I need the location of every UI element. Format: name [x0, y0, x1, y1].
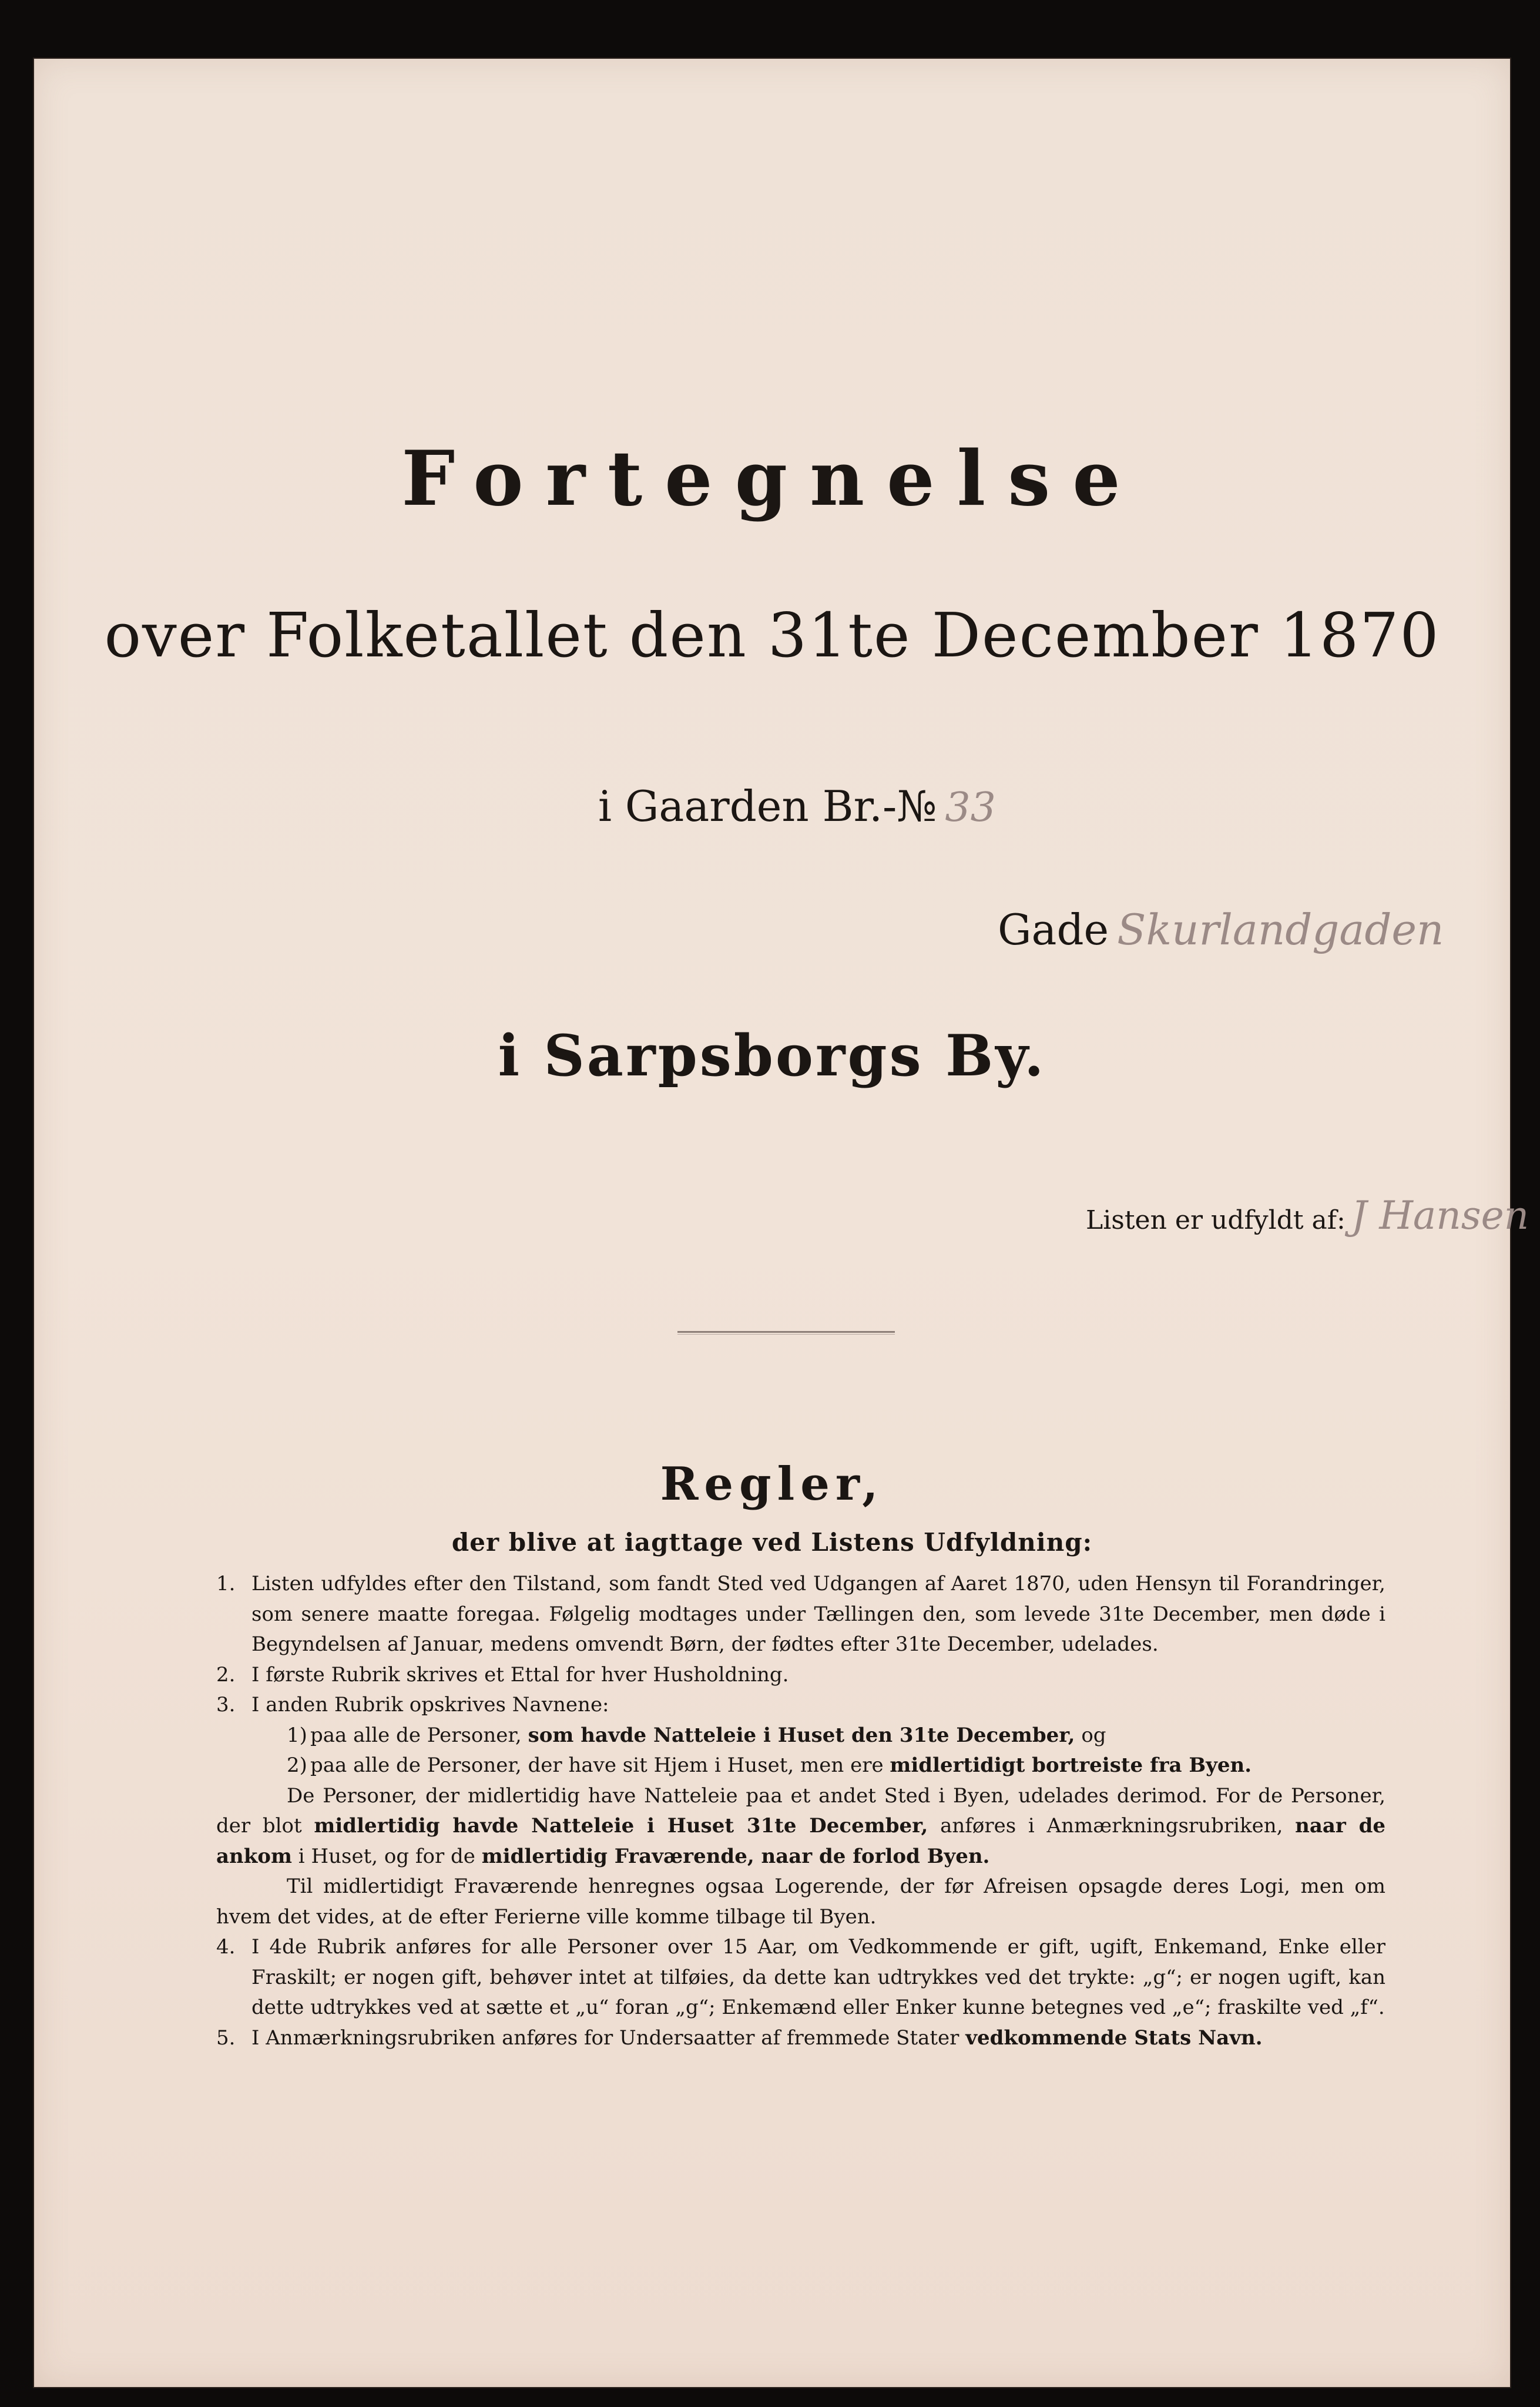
rule-3-item-1 — [216, 1721, 1385, 1751]
rule-number: 1. — [216, 1572, 236, 1595]
rule-5 — [216, 2023, 1385, 2054]
rule-3 — [216, 1690, 1385, 1721]
rules-list — [216, 1569, 1385, 2053]
rule-text: og — [1081, 1723, 1106, 1747]
rules-subtitle: der blive at iagttage ved Listens Udfyldning: — [451, 1528, 1093, 1557]
section-divider — [677, 1331, 895, 1335]
gade-label: Gade — [998, 905, 1109, 954]
filled-by-signature: J Hansen — [1351, 1193, 1529, 1238]
gaard-label: i Gaarden Br.-№ — [598, 782, 937, 831]
filled-by-label: Listen er udfyldt af: — [1086, 1205, 1346, 1235]
rule-text: De Personer, der midlertidig have Natteleie paa et andet Sted i Byen, udelades derimod. For de Personer, der blot — [216, 1784, 1385, 1838]
rule-emphasis: midlertidigt bortreiste fra Byen. — [890, 1754, 1252, 1777]
rules-title: Regler, — [660, 1457, 884, 1511]
rule-emphasis: midlertidig Fraværende, naar de forlod Byen. — [481, 1844, 990, 1868]
gade-field — [998, 905, 1444, 954]
census-form-sheet — [34, 59, 1529, 2387]
rule-emphasis: midlertidig havde Natteleie i Huset 31te December, — [314, 1814, 928, 1838]
rule-emphasis: vedkommende Stats Navn. — [965, 2026, 1263, 2050]
rule-3-item-2 — [216, 1751, 1385, 1781]
city-heading: i Sarpsborgs By. — [498, 1023, 1046, 1089]
gaard-field — [598, 782, 996, 831]
rule-3-paragraph-1 — [216, 1781, 1385, 1872]
rule-text: paa alle de Personer, der have sit Hjem i Huset, men ere — [310, 1754, 884, 1777]
form-subtitle: over Folketallet den 31te December 1870 — [104, 599, 1440, 671]
sub-number: 1) — [287, 1723, 307, 1747]
rule-4 — [216, 1932, 1385, 2023]
rule-text: I anden Rubrik opskrives Navnene: — [251, 1693, 609, 1717]
sub-number: 2) — [287, 1754, 307, 1777]
rule-text: i Huset, og for de — [298, 1844, 475, 1868]
rule-text: I første Rubrik skrives et Ettal for hver Husholdning. — [251, 1662, 789, 1687]
gaard-number-handwritten: 33 — [945, 785, 996, 831]
rule-number: 4. — [216, 1935, 236, 1959]
form-title: Fortegnelse — [401, 435, 1143, 523]
rule-1 — [216, 1569, 1385, 1660]
rule-number: 5. — [216, 2026, 236, 2050]
rule-3-paragraph-2: Til midlertidigt Fraværende henregnes ogsaa Logerende, der før Afreisen opsagde deres Logi, men om hvem det vides, at de efter Ferierne ville komme tilbage til Byen. — [216, 1875, 1385, 1929]
rule-text: paa alle de Personer, — [310, 1723, 522, 1747]
rule-text: anføres i Anmærkningsrubriken, — [940, 1814, 1283, 1838]
rule-text: I Anmærkningsrubriken anføres for Undersaatter af fremmede Stater — [251, 2026, 959, 2050]
rule-emphasis: naar de ankom — [216, 1814, 1386, 1868]
rule-2 — [216, 1660, 1385, 1691]
rule-emphasis: som havde Natteleie i Huset den 31te December, — [528, 1723, 1075, 1747]
rule-number: 3. — [216, 1693, 236, 1717]
rule-text: I 4de Rubrik anføres for alle Personer over 15 Aar, om Vedkommende er gift, ugift, Enkemand, Enke eller Fraskilt; er nogen gift, behøver intet at tilføies, da dette kan udtrykkes ved det trykte: „g“; er nogen ugift, kan dette udtrykkes ved at sætte et „u“ foran „g“; Enkemænd eller Enker kunne betegnes ved „e“; fraskilte ved „f“. — [251, 1935, 1385, 2019]
rule-number: 2. — [216, 1662, 236, 1687]
filled-by-field — [1086, 1193, 1529, 1238]
rule-text: Listen udfyldes efter den Tilstand, som fandt Sted ved Udgangen af Aaret 1870, uden Hensyn til Forandringer, som senere maatte foregaa. Følgelig modtages under Tællingen den, som levede 31te December, men døde i Begyndelsen af Januar, medens omvendt Børn, der fødtes efter 31te December, udelades. — [251, 1572, 1385, 1656]
gade-name-handwritten: Skurlandgaden — [1117, 905, 1444, 954]
